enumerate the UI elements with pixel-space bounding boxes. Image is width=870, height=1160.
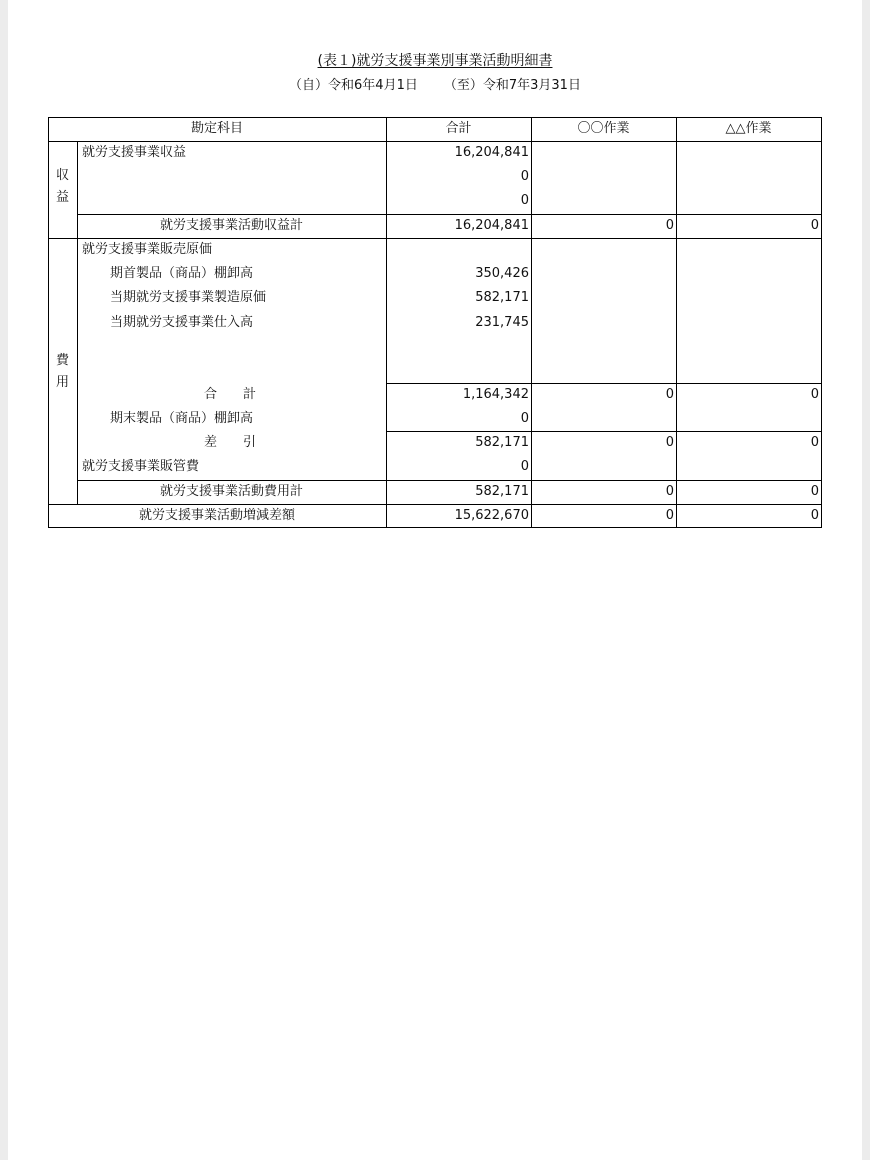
- expense-subtotal-total: 582,171: [475, 484, 529, 499]
- sga-label: 就労支援事業販管費: [82, 459, 200, 474]
- expense-item-total: 582,171: [475, 290, 529, 305]
- revenue-row-total: 16,204,841: [454, 145, 529, 160]
- revenue-row-total: 0: [520, 193, 529, 208]
- revenue-row-total: 0: [520, 169, 529, 184]
- column-header-work-a: 〇〇作業: [577, 121, 630, 136]
- expense-subtotal-label: 就労支援事業活動費用計: [159, 484, 303, 499]
- section-label-expense: 費用: [55, 353, 69, 390]
- period-to: （至）令和7年3月31日: [443, 78, 581, 93]
- document-title: (表１)就労支援事業別事業活動明細書: [317, 53, 553, 69]
- ending-inventory-total: 0: [520, 411, 529, 426]
- column-header-account: 勘定科目: [190, 121, 243, 136]
- sum-work-a: 0: [665, 387, 674, 402]
- fiscal-period: [8, 77, 862, 95]
- expense-item-total: 231,745: [475, 315, 529, 330]
- net-change-label: 就労支援事業活動増減差額: [138, 508, 295, 523]
- expense-subtotal-work-a: 0: [665, 484, 674, 499]
- sga-total: 0: [520, 459, 529, 474]
- difference-total: 582,171: [475, 435, 529, 450]
- expense-item-label: 当期就労支援事業仕入高: [110, 315, 254, 330]
- expense-subtotal-work-b: 0: [810, 484, 819, 499]
- net-change-work-a: 0: [665, 508, 674, 523]
- document-page: [8, 0, 862, 1160]
- revenue-subtotal-work-a: 0: [665, 218, 674, 233]
- column-header-total: 合計: [445, 121, 472, 136]
- statement-table: [48, 117, 822, 528]
- sum-work-b: 0: [810, 387, 819, 402]
- expense-item-label: 当期就労支援事業製造原価: [110, 290, 267, 305]
- revenue-row-label: 就労支援事業収益: [82, 145, 187, 160]
- difference-label: 差 引: [204, 435, 257, 450]
- section-label-revenue: 収益: [55, 168, 69, 205]
- revenue-subtotal-label: 就労支援事業活動収益計: [159, 218, 303, 233]
- sum-total: 1,164,342: [462, 387, 529, 402]
- revenue-subtotal-work-b: 0: [810, 218, 819, 233]
- expense-item-total: 350,426: [475, 266, 529, 281]
- period-from: （自）令和6年4月1日: [289, 78, 418, 93]
- ending-inventory-label: 期末製品（商品）棚卸高: [110, 411, 254, 426]
- net-change-total: 15,622,670: [454, 508, 529, 523]
- cogs-label: 就労支援事業販売原価: [82, 242, 213, 257]
- difference-work-a: 0: [665, 435, 674, 450]
- sum-label: 合 計: [204, 387, 257, 402]
- revenue-subtotal-total: 16,204,841: [454, 218, 529, 233]
- column-header-work-b: △△作業: [725, 121, 772, 136]
- net-change-work-b: 0: [810, 508, 819, 523]
- difference-work-b: 0: [810, 435, 819, 450]
- expense-item-label: 期首製品（商品）棚卸高: [110, 266, 254, 281]
